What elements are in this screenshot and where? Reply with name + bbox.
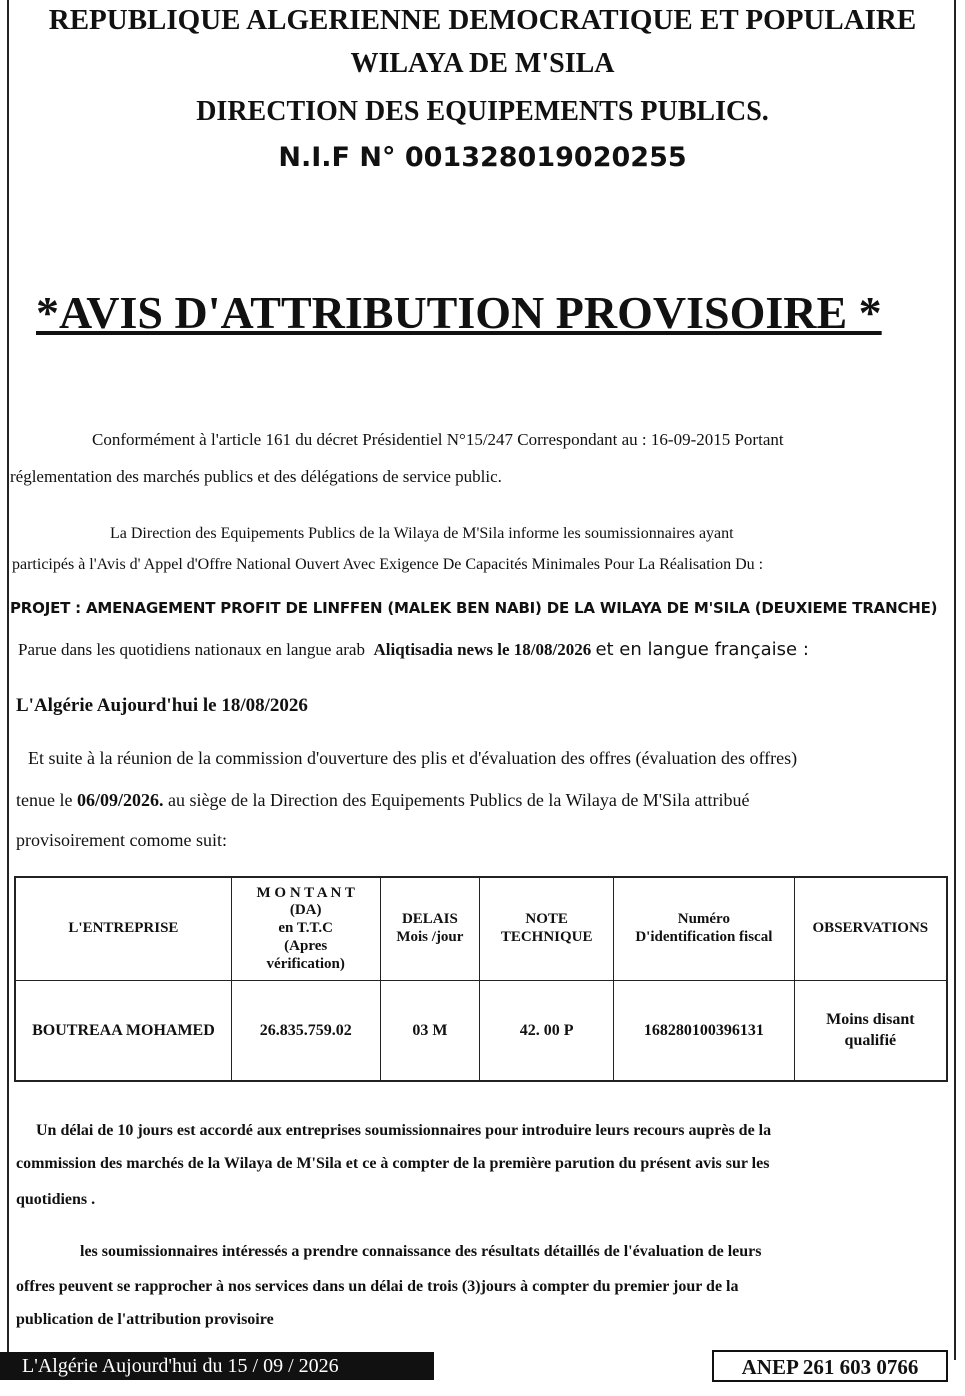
cell-montant: 26.835.759.02 xyxy=(231,981,380,1082)
paragraph-inform-line2: participés à l'Avis d' Appel d'Offre National Ouvert Avec Exigence De Capacités Minimales Pour La Réalisation Du : xyxy=(12,556,764,573)
paragraph-results-line3: publication de l'attribution provisoire xyxy=(16,1311,274,1328)
header-nif-line: D'identification fiscal xyxy=(635,929,773,945)
paragraph-commission-line3: provisoirement comome suit: xyxy=(16,830,227,850)
cell-nif: 168280100396131 xyxy=(614,981,795,1082)
commission-held: tenue le xyxy=(16,790,73,810)
paragraph-inform-line1: La Direction des Equipements Publics de la Wilaya de M'Sila informe les soumissionnaires ayant xyxy=(110,525,734,542)
header-entreprise: L'ENTREPRISE xyxy=(15,877,231,981)
paragraph-results-line2: offres peuvent se rapprocher à nos services dans un délai de trois (3)jours à compter du premier jour de la xyxy=(16,1278,739,1295)
header-nif xyxy=(614,877,795,981)
header-nif: N.I.F N° 001328019020255 xyxy=(278,142,687,173)
project-title: PROJET : AMENAGEMENT PROFIT DE LINFFEN (MALEK BEN NABI) DE LA WILAYA DE M'SILA (DEUXIEME TRANCHE) xyxy=(10,599,938,617)
header-note-line: NOTE xyxy=(525,911,568,928)
header-republic: REPUBLIQUE ALGERIENNE DEMOCRATIQUE ET POPULAIRE xyxy=(48,4,917,36)
header-montant xyxy=(231,877,380,981)
header-wilaya: WILAYA DE M'SILA xyxy=(350,48,615,79)
paragraph-delay-line3: quotidiens . xyxy=(16,1191,96,1208)
observation-line: qualifié xyxy=(844,1031,897,1049)
header-note-line: TECHNIQUE xyxy=(500,929,593,945)
header-delais-line: Mois /jour xyxy=(396,929,464,945)
commission-place: au siège de la Direction des Equipements Publics de la Wilaya de M'Sila attribué xyxy=(168,790,750,810)
cell-note: 42. 00 P xyxy=(480,981,614,1082)
header-nif-line: Numéro xyxy=(677,911,730,928)
publication-arab-paper: Aliqtisadia news le 18/08/2026 xyxy=(373,640,592,659)
table-row xyxy=(15,981,947,1082)
paragraph-commission-line2 xyxy=(16,790,750,811)
observation-line: Moins disant xyxy=(826,1010,915,1028)
footer-newspaper: L'Algérie Aujourd'hui du 15 / 09 / 2026 xyxy=(0,1352,434,1380)
paragraph-delay-line2: commission des marchés de la Wilaya de M'Sila et ce à compter de la première parution du présent avis sur les xyxy=(16,1155,770,1172)
cell-entreprise: BOUTREAA MOHAMED xyxy=(15,981,231,1082)
header-delais xyxy=(380,877,480,981)
right-border-line xyxy=(954,0,956,1360)
footer-anep-reference: ANEP 261 603 0766 xyxy=(712,1350,948,1382)
header-observations: OBSERVATIONS xyxy=(794,877,947,981)
paragraph-decree-line2: réglementation des marchés publics et des délégations de service public. xyxy=(10,467,502,486)
cell-observations xyxy=(794,981,947,1082)
header-montant-line: (DA) xyxy=(289,902,322,919)
paragraph-decree-line1: Conformément à l'article 161 du décret Présidentiel N°15/247 Correspondant au : 16-09-2015 Portant xyxy=(92,430,784,449)
publication-french-paper: L'Algérie Aujourd'hui le 18/08/2026 xyxy=(16,695,308,716)
header-note xyxy=(480,877,614,981)
attribution-table xyxy=(14,876,948,1082)
table-header-row xyxy=(15,877,947,981)
header-montant-line: en T.T.C xyxy=(278,920,333,937)
header-montant-line: M O N T A N T xyxy=(256,884,355,901)
paragraph-commission-line1: Et suite à la réunion de la commission d'ouverture des plis et d'évaluation des offres (évaluation des offres) xyxy=(28,748,798,768)
notice-title: *AVIS D'ATTRIBUTION PROVISOIRE * xyxy=(36,287,882,338)
left-border-line xyxy=(7,0,9,1360)
header-delais-line: DELAIS xyxy=(401,911,458,928)
paragraph-publication xyxy=(18,639,809,660)
publication-french-intro: et en langue française : xyxy=(595,639,809,660)
header-montant-line: vérification) xyxy=(266,955,345,972)
paragraph-results-line1: les soumissionnaires intéressés a prendre connaissance des résultats détaillés de l'évaluation de leurs xyxy=(80,1243,762,1260)
cell-delais: 03 M xyxy=(380,981,480,1082)
paragraph-delay-line1: Un délai de 10 jours est accordé aux entreprises soumissionnaires pour introduire leurs recours auprès de la xyxy=(36,1122,772,1139)
commission-date: 06/09/2026. xyxy=(76,790,164,810)
header-direction: DIRECTION DES EQUIPEMENTS PUBLICS. xyxy=(196,96,769,127)
publication-intro: Parue dans les quotidiens nationaux en langue arab xyxy=(18,640,365,659)
header-montant-line: (Apres xyxy=(284,937,328,954)
